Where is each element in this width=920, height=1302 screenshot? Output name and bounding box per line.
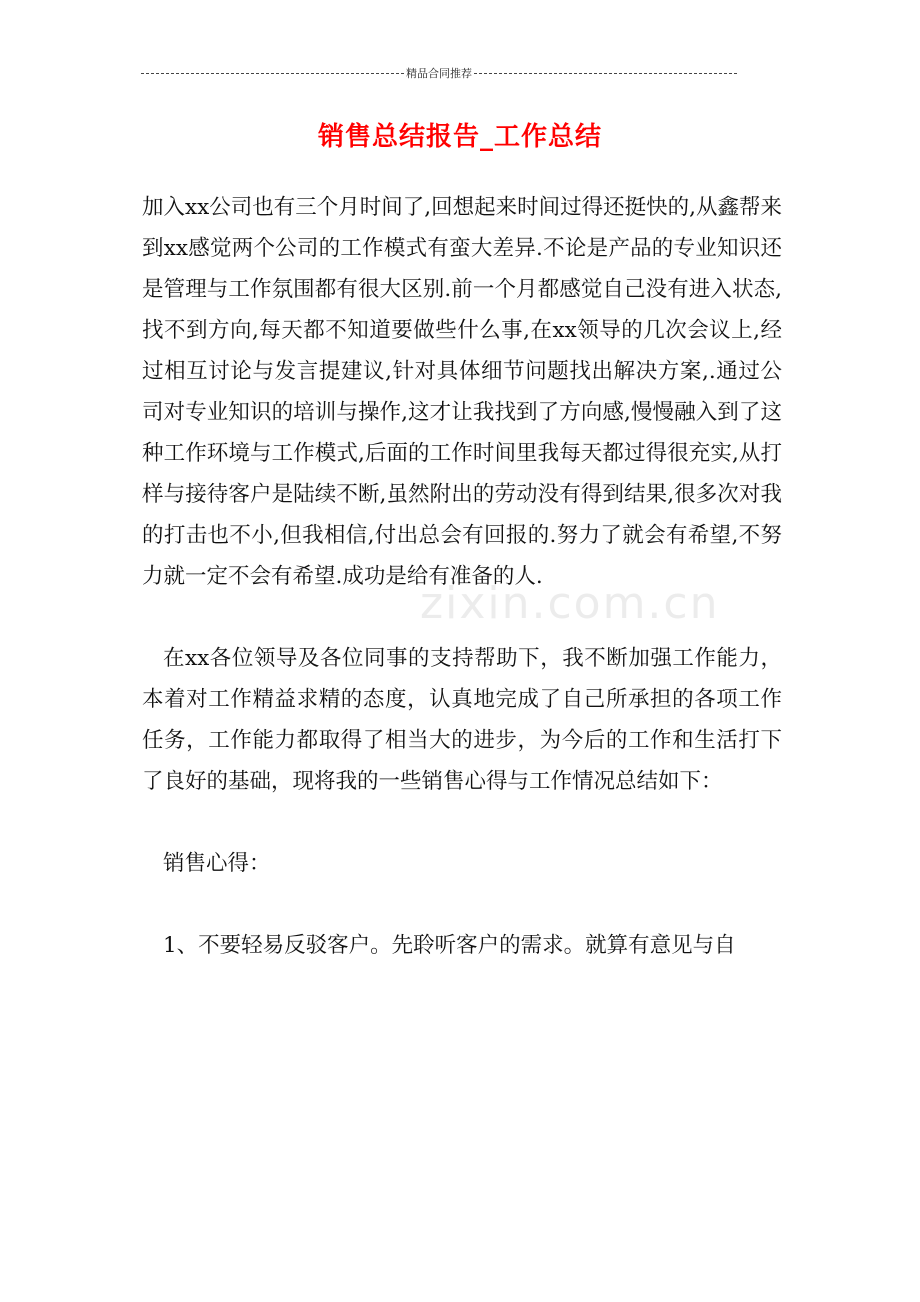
paragraph-support: 在xx各位领导及各位同事的支持帮助下，我不断加强工作能力，本着对工作精益求精的态度，认真地完成了自己所承担的各项工作任务，工作能力都取得了相当大的进步，为今后的工作和生活打下了良好的基础，现将我的一些销售心得与工作情况总结如下：	[142, 646, 782, 794]
paragraph-intro: 加入xx公司也有三个月时间了,回想起来时间过得还挺快的,从鑫帮来到xx感觉两个公司的工作模式有蛮大差异.不论是产品的专业知识还是管理与工作氛围都有很大区别.前一个月都感觉自己没有进入状态,找不到方向,每天都不知道要做些什么事,在xx领导的几次会议上,经过相互讨论与发言提建议,针对具体细节问题找出解决方案,.通过公司对专业知识的培训与操作,这才让我找到了方向感,慢慢融入到了这种工作环境与工作模式,后面的工作时间里我每天都过得很充实,从打样与接待客户是陆续不断,虽然附出的劳动没有得到结果,很多次对我的打击也不小,但我相信,付出总会有回报的.努力了就会有希望,不努力就一定不会有希望.成功是给有准备的人.	[142, 195, 782, 589]
page-header	[141, 66, 737, 80]
watermark: zixin.com.cn	[420, 578, 720, 629]
header-divider-right	[474, 73, 737, 74]
header-label: 精品合同推荐	[406, 67, 472, 80]
document-body	[142, 187, 782, 966]
document-title: 销售总结报告_工作总结	[317, 122, 602, 152]
list-item: 1、不要轻易反驳客户。先聆听客户的需求。就算有意见与自	[163, 933, 736, 958]
section-heading-sales-insights: 销售心得：	[163, 851, 271, 876]
header-divider-left	[141, 73, 404, 74]
